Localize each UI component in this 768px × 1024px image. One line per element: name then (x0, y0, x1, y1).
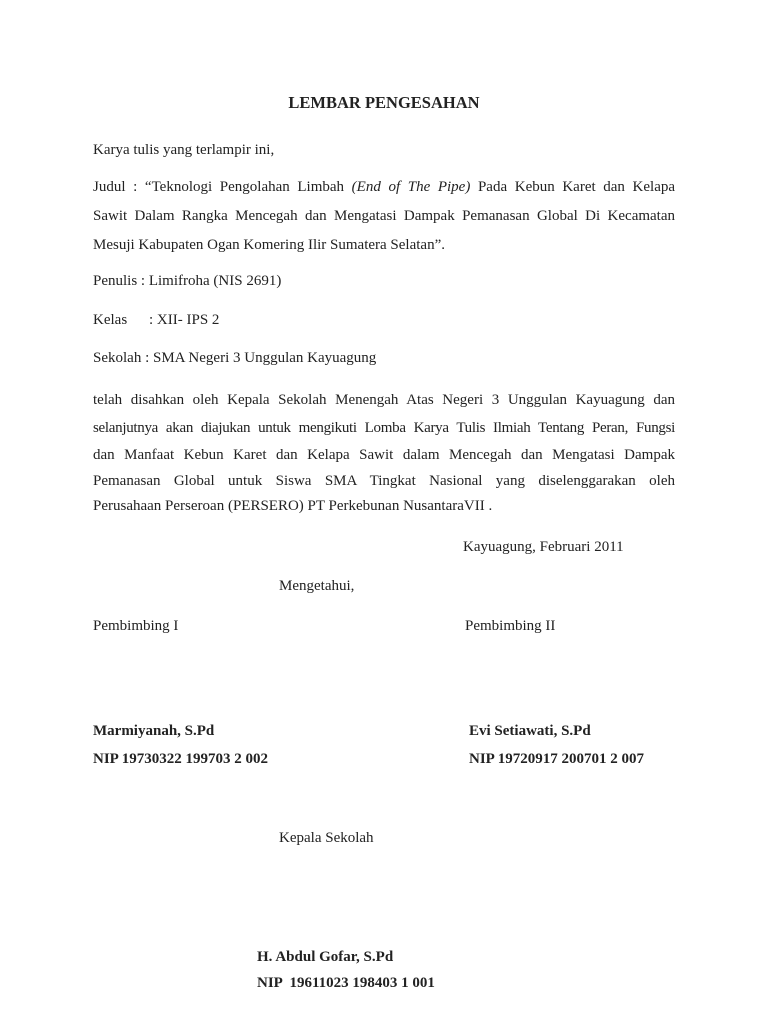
pembimbing-2-role: Pembimbing II (465, 618, 556, 634)
paragraph-line: selanjutnya akan diajukan untuk mengikuti Lomba Karya Tulis Ilmiah Tentang Peran, Fungsi (93, 420, 675, 436)
intro-text: Karya tulis yang terlampir ini, (93, 142, 275, 158)
paragraph-line: Pemanasan Global untuk Siswa SMA Tingkat Nasional yang diselenggarakan oleh (93, 473, 675, 489)
pembimbing-2-nip: NIP 19720917 200701 2 007 (469, 751, 645, 767)
judul-text: Judul : “Teknologi Pengolahan Limbah (93, 179, 352, 195)
place-date: Kayuagung, Februari 2011 (463, 539, 624, 555)
paragraph-line: dan Manfaat Kebun Karet dan Kelapa Sawit dalam Mencegah dan Mengatasi Dampak (93, 447, 675, 463)
judul-line-3: Mesuji Kabupaten Ogan Komering Ilir Sumatera Selatan”. (93, 237, 445, 253)
pembimbing-1-role: Pembimbing I (93, 618, 179, 634)
judul-line-1 (93, 177, 675, 197)
kepala-role: Kepala Sekolah (279, 830, 374, 846)
kepala-nip: NIP 19611023 198403 1 001 (257, 975, 435, 991)
judul-italic: (End of The Pipe) (351, 179, 471, 195)
pembimbing-1-name: Marmiyanah, S.Pd (93, 723, 215, 739)
judul-line-2: Sawit Dalam Rangka Mencegah dan Mengatasi Dampak Pemanasan Global Di Kecamatan (93, 208, 675, 224)
kepala-name: H. Abdul Gofar, S.Pd (257, 949, 394, 965)
kelas-value: : XII- IPS 2 (149, 312, 220, 328)
kelas-label: Kelas (93, 312, 128, 328)
paragraph-line: telah disahkan oleh Kepala Sekolah Menengah Atas Negeri 3 Unggulan Kayuagung dan (93, 392, 675, 408)
pembimbing-1-nip: NIP 19730322 199703 2 002 (93, 751, 269, 767)
sekolah-field: Sekolah : SMA Negeri 3 Unggulan Kayuagung (93, 350, 377, 366)
page-title: LEMBAR PENGESAHAN (288, 93, 480, 112)
mengetahui-text: Mengetahui, (279, 578, 355, 594)
paragraph-line: Perusahaan Perseroan (PERSERO) PT Perkebunan NusantaraVII . (93, 498, 493, 514)
penulis-field: Penulis : Limifroha (NIS 2691) (93, 273, 282, 289)
judul-text: Pada Kebun Karet dan Kelapa (470, 179, 676, 195)
pembimbing-2-name: Evi Setiawati, S.Pd (469, 723, 591, 739)
